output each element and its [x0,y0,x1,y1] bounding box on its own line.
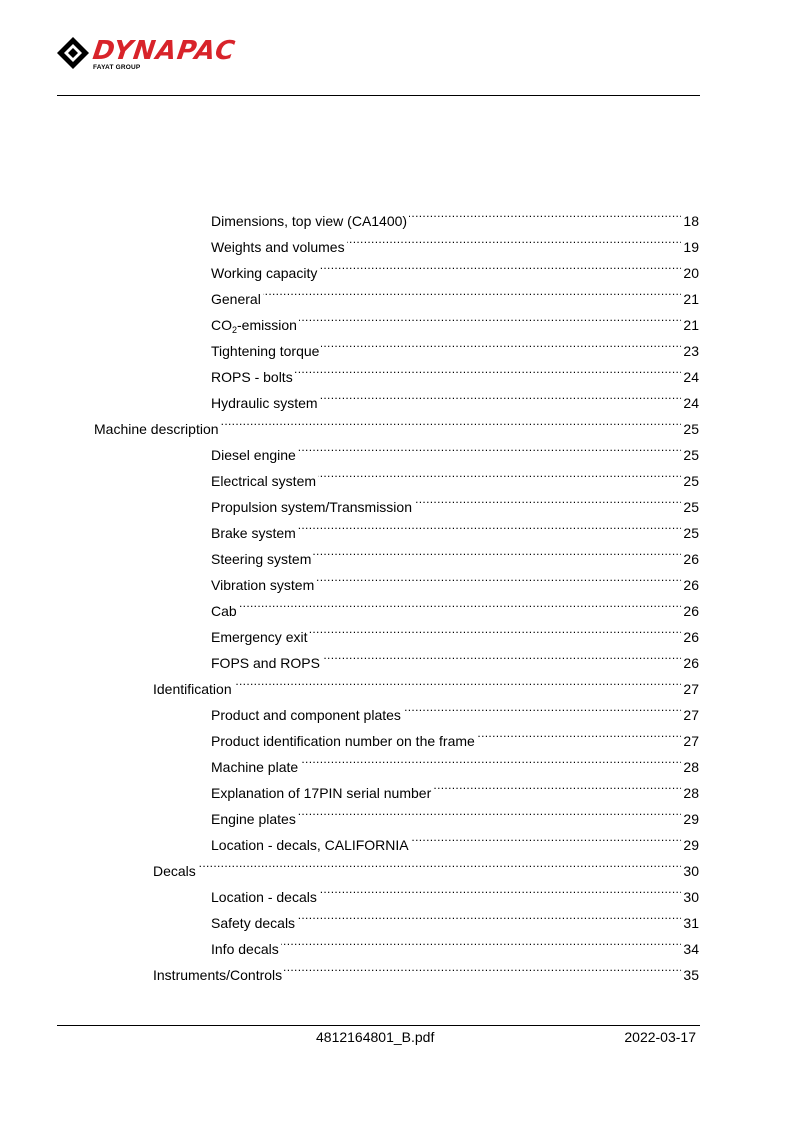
toc-entry[interactable] [211,330,699,359]
toc-entry[interactable] [211,564,699,593]
toc-entry-page: 29 [683,837,699,853]
toc-leader-dots [322,642,681,668]
toc-entry-page: 28 [683,759,699,775]
toc-entry[interactable] [211,772,699,801]
toc-entry-title: Safety decals [211,915,296,931]
toc-entry-page: 19 [683,239,699,255]
toc-leader-dots [409,200,681,226]
toc-entry-page: 27 [683,733,699,749]
toc-entry[interactable] [211,356,699,385]
toc-entry-title: Engine plates [211,811,296,827]
toc-entry-title: Machine plate [211,759,299,775]
footer-rule [57,1025,700,1026]
dynapac-diamond-icon [56,36,90,70]
toc-entry-title: Explanation of 17PIN serial number [211,785,432,801]
toc-entry-page: 31 [683,915,699,931]
toc-entry-title: Product identification number on the frame [211,733,475,749]
toc-entry[interactable] [211,746,699,775]
toc-entry[interactable] [211,590,699,619]
toc-leader-dots [239,590,681,616]
toc-entry-page: 24 [683,369,699,385]
toc-entry-title: Weights and volumes [211,239,345,255]
toc-entry-page: 18 [683,213,699,229]
footer-date: 2022-03-17 [624,1029,696,1045]
toc-entry-page: 25 [683,473,699,489]
toc-entry[interactable] [211,538,699,567]
toc-entry-title: Location - decals, CALIFORNIA [211,837,409,853]
toc-leader-dots [297,902,681,928]
toc-entry-page: 20 [683,265,699,281]
toc-entry-page: 26 [683,551,699,567]
toc-entry[interactable] [211,278,699,307]
toc-entry-page: 23 [683,343,699,359]
toc-entry[interactable] [211,824,699,853]
toc-entry[interactable] [211,434,699,463]
toc-leader-dots [318,460,681,486]
toc-entry-title: Vibration system [211,577,315,593]
toc-entry[interactable] [153,850,699,879]
toc-entry-title: Info decals [211,941,279,957]
toc-entry-title: Tightening torque [211,343,320,359]
toc-entry[interactable] [211,876,699,905]
toc-entry-page: 26 [683,655,699,671]
toc-entry[interactable] [153,668,699,697]
toc-entry-page: 26 [683,603,699,619]
toc-leader-dots [319,876,681,902]
toc-entry-page: 30 [683,889,699,905]
toc-entry[interactable] [211,460,699,489]
toc-leader-dots [221,408,681,434]
toc-leader-dots [316,564,681,590]
toc-entry-page: 35 [683,967,699,983]
toc-entry[interactable] [211,486,699,515]
toc-entry-title: Dimensions, top view (CA1400) [211,213,408,229]
toc-entry-title: Decals [153,863,196,879]
toc-entry-title: Diesel engine [211,447,296,463]
brand-name: DYNAPAC [90,36,238,66]
brand-tagline: FAYAT GROUP [93,64,141,71]
toc-leader-dots [320,382,681,408]
toc-leader-dots [477,720,681,746]
toc-entry-page: 27 [683,681,699,697]
toc-entry-page: 25 [683,525,699,541]
toc-entry[interactable] [211,798,699,827]
toc-entry-page: 21 [683,291,699,307]
toc-leader-dots [411,824,681,850]
toc-entry-title: Instruments/Controls [153,967,283,983]
toc-leader-dots [284,954,681,980]
toc-leader-dots [313,538,681,564]
toc-entry-page: 27 [683,707,699,723]
toc-entry-page: 29 [683,811,699,827]
toc-entry[interactable] [211,642,699,671]
toc-entry[interactable] [211,252,699,281]
toc-entry-title: Steering system [211,551,312,567]
toc-entry-title: Identification [153,681,232,697]
toc-leader-dots [234,668,681,694]
toc-entry-title: Working capacity [211,265,318,281]
toc-leader-dots [298,798,681,824]
toc-entry[interactable] [211,512,699,541]
toc-entry-title: Hydraulic system [211,395,318,411]
toc-entry-title: Propulsion system/Transmission [211,499,412,515]
toc-entry-title: ROPS - bolts [211,369,293,385]
toc-leader-dots [298,512,681,538]
toc-entry-title: Cab [211,603,237,619]
toc-leader-dots [319,252,681,278]
toc-entry[interactable] [211,382,699,411]
toc-entry-page: 24 [683,395,699,411]
toc-leader-dots [295,356,681,382]
toc-entry-page: 26 [683,577,699,593]
toc-entry[interactable] [211,694,699,723]
toc-leader-dots [298,434,681,460]
toc-entry-title: Electrical system [211,473,317,489]
toc-entry-title: General [211,291,261,307]
toc-entry-page: 30 [683,863,699,879]
toc-entry[interactable] [211,226,699,255]
toc-entry-page: 25 [683,499,699,515]
toc-entry[interactable] [211,616,699,645]
toc-leader-dots [433,772,681,798]
toc-leader-dots [403,694,681,720]
toc-leader-dots [263,278,681,304]
toc-entry[interactable] [153,954,699,983]
toc-leader-dots [347,226,681,252]
toc-entry[interactable] [211,720,699,749]
toc-leader-dots [299,304,681,330]
toc-entry-page: 25 [683,447,699,463]
toc-entry[interactable] [211,902,699,931]
toc-entry-page: 34 [683,941,699,957]
toc-entry[interactable] [211,200,699,229]
toc-entry[interactable] [211,928,699,957]
toc-entry-title: $CO_2$-emission [211,317,297,335]
toc-entry[interactable] [211,304,699,335]
footer-filename: 4812164801_B.pdf [316,1029,435,1045]
dynapac-logo [56,36,306,76]
toc-entry-title: Machine description [94,421,219,437]
toc-entry-page: 25 [683,421,699,437]
toc-entry-page: 26 [683,629,699,645]
toc-entry[interactable] [94,408,699,437]
header-rule [57,95,700,96]
toc-leader-dots [198,850,681,876]
toc-entry-title: Brake system [211,525,296,541]
toc-leader-dots [414,486,681,512]
toc-entry-title: FOPS and ROPS [211,655,320,671]
toc-leader-dots [321,330,681,356]
toc-entry-title: Emergency exit [211,629,308,645]
toc-entry-page: 21 [683,317,699,333]
toc-entry-title: Location - decals [211,889,317,905]
toc-leader-dots [309,616,681,642]
toc-entry-title: Product and component plates [211,707,401,723]
toc-leader-dots [300,746,681,772]
toc-entry-page: 28 [683,785,699,801]
toc-leader-dots [281,928,681,954]
